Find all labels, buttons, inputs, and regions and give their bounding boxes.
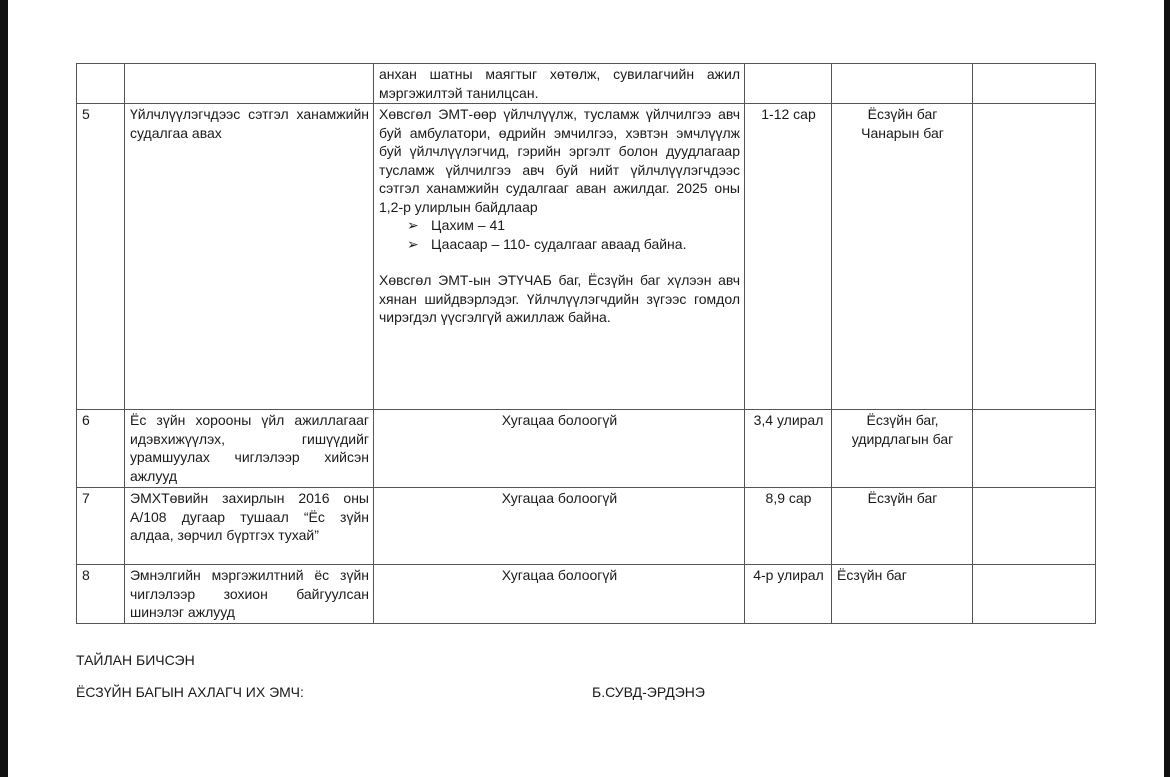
- description-paragraph: Хөвсгөл ЭМТ-өөр үйлчлүүлж, тусламж үйлчилгээ авч буй амбулатори, өдрийн эмчилгээ, хэвтэн эмчлүүлж буй үйлчлүүлэгчид, гэрийн эргэлт болон дуудлагаар тусламж үйлчилгээ авч буй нийт үйлчлүүлэгчдээс сэтгэл ханамжийн судалгааг аван ажилдаг. 2025 оны 1,2-р улирлын байдлаар: [379, 106, 740, 215]
- cell-activity: Эмнэлгийн мэргэжилтний ёс зүйн чиглэлээр зохион байгуулсан шинэлэг ажлууд: [125, 565, 374, 624]
- cell-number: 7: [77, 488, 125, 565]
- right-edge-bar: [1164, 0, 1170, 777]
- cell-responsible: Ёсзүйн баг Чанарын баг: [832, 104, 973, 410]
- arrow-bullet-icon: ➢: [407, 235, 419, 252]
- description-paragraph: Хөвсгөл ЭМТ-ын ЭТҮЧАБ баг, Ёсзүйн баг хүлээн авч хянан шийдвэрлэдэг. Үйлчлүүлэгчдийн зүгээс гомдол чирэгдэл үүсгэлгүй ажиллаж байна.: [379, 272, 740, 325]
- cell-term: 1-12 сар: [745, 104, 832, 410]
- cell-notes: [973, 104, 1096, 410]
- cell-notes: [973, 565, 1096, 624]
- cell-activity: Ёс зүйн хорооны үйл ажиллагааг идэвхижүүлэх, гишүүдийг урамшуулах чиглэлээр хийсэн ажлууд: [125, 410, 374, 488]
- cell-number: 5: [77, 104, 125, 410]
- signer-name: Б.СУВД-ЭРДЭНЭ: [592, 684, 705, 700]
- cell-term: 3,4 улирал: [745, 410, 832, 488]
- table-row: [77, 104, 1096, 410]
- list-item: ➢ Цахим – 41: [407, 217, 506, 233]
- cell-number: [77, 64, 125, 104]
- report-footer: [76, 652, 1076, 700]
- table-row: [77, 565, 1096, 624]
- signature-line: [76, 684, 1076, 700]
- cell-notes: [973, 64, 1096, 104]
- list-item: ➢ Цаасаар – 110- судалгааг аваад байна.: [407, 235, 687, 252]
- cell-responsible: [832, 64, 973, 104]
- cell-responsible: Ёсзүйн баг, удирдлагын баг: [832, 410, 973, 488]
- cell-description: анхан шатны маягтыг хөтөлж, сувилагчийн ажил мэргэжилтэй танилцсан.: [374, 64, 745, 104]
- cell-description: Хугацаа болоогүй: [374, 488, 745, 565]
- table-row: [77, 410, 1096, 488]
- cell-responsible: Ёсзүйн баг: [832, 565, 973, 624]
- activity-report-table: [76, 63, 1096, 624]
- cell-number: 6: [77, 410, 125, 488]
- cell-term: 8,9 сар: [745, 488, 832, 565]
- arrow-bullet-icon: ➢: [407, 217, 419, 233]
- table-row-continuation: [77, 64, 1096, 104]
- cell-term: 4-р улирал: [745, 565, 832, 624]
- left-edge-bar: [0, 0, 8, 777]
- cell-responsible: Ёсзүйн баг: [832, 488, 973, 565]
- cell-notes: [973, 410, 1096, 488]
- cell-description: Хугацаа болоогүй: [374, 565, 745, 624]
- cell-activity: [125, 64, 374, 104]
- cell-description: [374, 104, 745, 410]
- cell-activity: ЭМХТөвийн захирлын 2016 оны А/108 дугаар тушаал “Ёс зүйн алдаа, зөрчил бүртгэх тухай”: [125, 488, 374, 565]
- bullet-list: [379, 216, 740, 253]
- report-written-label: ТАЙЛАН БИЧСЭН: [76, 652, 195, 668]
- position-title: ЁСЗҮЙН БАГЫН АХЛАГЧ ИХ ЭМЧ:: [76, 684, 304, 700]
- cell-number: 8: [77, 565, 125, 624]
- cell-term: [745, 64, 832, 104]
- cell-description: Хугацаа болоогүй: [374, 410, 745, 488]
- cell-activity: Үйлчлүүлэгчдээс сэтгэл ханамжийн судалгаа авах: [125, 104, 374, 410]
- table-row: [77, 488, 1096, 565]
- cell-notes: [973, 488, 1096, 565]
